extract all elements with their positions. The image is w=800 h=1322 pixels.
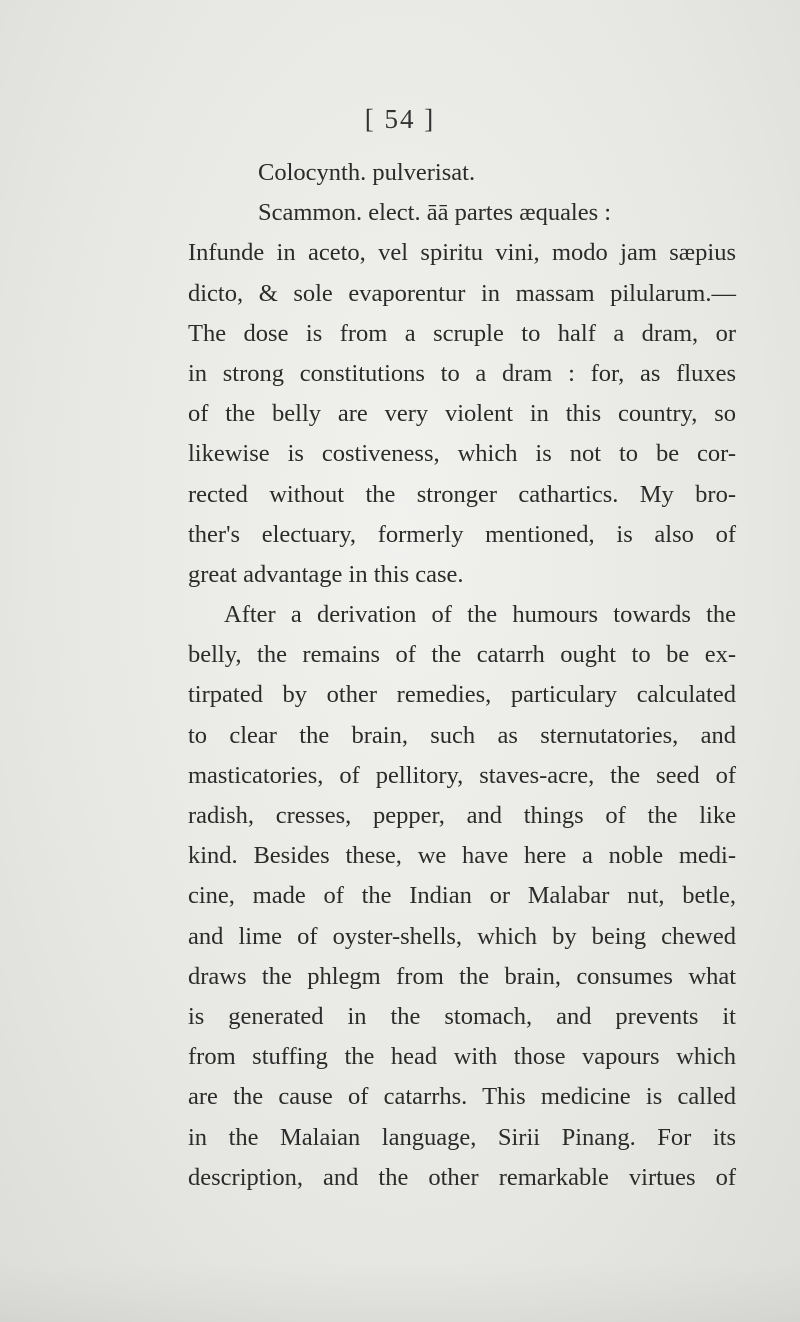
text-line: in strong constitutions to a dram : for, as fluxes xyxy=(188,359,736,387)
text-line: dicto, & sole evaporentur in massam pilularum.— xyxy=(188,279,736,307)
text-line: belly, the remains of the catarrh ought to be ex- xyxy=(188,641,736,669)
text-line: great advantage in this case. xyxy=(188,560,464,588)
text-line: Colocynth. pulverisat. xyxy=(258,159,476,186)
body-text xyxy=(188,153,736,1198)
text-line: masticatories, of pellitory, staves-acre, the seed of xyxy=(188,761,736,789)
text-line: Infunde in aceto, vel spiritu vini, modo jam sæpius xyxy=(188,239,736,267)
text-line: likewise is costiveness, which is not to be cor- xyxy=(188,440,736,468)
text-line: tirpated by other remedies, particulary calculated xyxy=(188,681,736,709)
text-line: After a derivation of the humours towards the xyxy=(224,601,736,629)
text-line: and lime of oyster-shells, which by being chewed xyxy=(188,922,736,950)
text-line: to clear the brain, such as sternutatories, and xyxy=(188,721,736,749)
text-line: cine, made of the Indian or Malabar nut, betle, xyxy=(188,882,736,910)
text-line: are the cause of catarrhs. This medicine is called xyxy=(188,1083,736,1111)
text-line: radish, cresses, pepper, and things of the like xyxy=(188,802,736,829)
text-line: rected without the stronger cathartics. My bro- xyxy=(188,480,736,508)
text-line: kind. Besides these, we have here a noble medi- xyxy=(188,842,736,870)
text-line: description, and the other remarkable virtues of xyxy=(188,1163,736,1191)
text-line: Scammon. elect. āā partes æquales : xyxy=(258,199,612,227)
text-line: of the belly are very violent in this country, so xyxy=(188,400,736,428)
page-edge-shadow xyxy=(0,1262,800,1322)
text-line: draws the phlegm from the brain, consumes what xyxy=(188,962,736,990)
text-line: is generated in the stomach, and prevents it xyxy=(188,1002,736,1030)
page-number: [ 54 ] xyxy=(364,104,436,134)
text-line: ther's electuary, formerly mentioned, is also of xyxy=(188,520,736,548)
text-line: in the Malaian language, Sirii Pinang. For its xyxy=(188,1123,736,1151)
text-line: from stuffing the head with those vapours which xyxy=(188,1043,736,1071)
text-line: The dose is from a scruple to half a dram, or xyxy=(188,319,736,347)
